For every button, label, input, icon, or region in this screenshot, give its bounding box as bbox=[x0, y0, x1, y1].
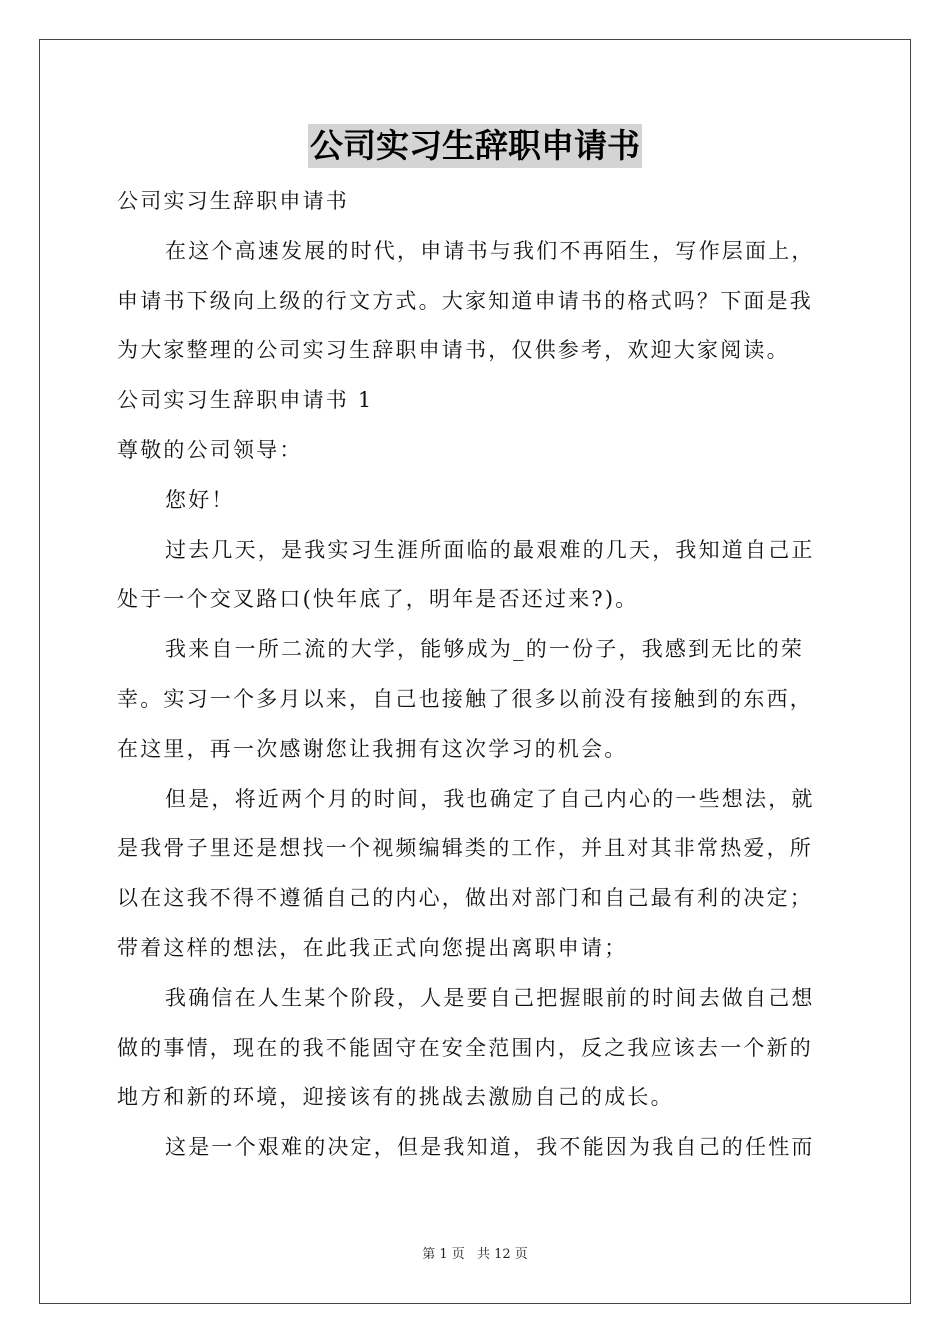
body-line: 您好！ bbox=[165, 487, 235, 512]
body-line: 我确信在人生某个阶段，人是要自己把握眼前的时间去做自己想 bbox=[165, 985, 815, 1010]
body-line: 是我骨子里还是想找一个视频编辑类的工作，并且对其非常热爱，所 bbox=[117, 836, 813, 861]
body-line: 我来自一所二流的大学，能够成为_的一份子，我感到无比的荣 bbox=[165, 637, 805, 662]
body-line: 幸。实习一个多月以来，自己也接触了很多以前没有接触到的东西， bbox=[117, 686, 813, 711]
page-total: 共 12 页 bbox=[476, 1247, 528, 1262]
body-line: 带着这样的想法，在此我正式向您提出离职申请； bbox=[117, 935, 628, 960]
page-footer bbox=[0, 1243, 950, 1262]
page-number: 第 1 页 bbox=[422, 1247, 465, 1262]
body-line: 处于一个交叉路口(快年底了，明年是否还过来?)。 bbox=[117, 587, 639, 612]
body-line: 但是，将近两个月的时间，我也确定了自己内心的一些想法，就 bbox=[165, 786, 815, 811]
body-line: 过去几天，是我实习生涯所面临的最艰难的几天，我知道自己正 bbox=[165, 537, 815, 562]
body-line: 尊敬的公司领导： bbox=[117, 437, 303, 462]
body-line: 公司实习生辞职申请书 bbox=[117, 189, 349, 213]
body-line: 在这里，再一次感谢您让我拥有这次学习的机会。 bbox=[117, 736, 628, 761]
body-line: 做的事情，现在的我不能固守在安全范围内，反之我应该去一个新的 bbox=[117, 1035, 813, 1060]
title-container bbox=[0, 124, 950, 168]
body-line: 申请书下级向上级的行文方式。大家知道申请书的格式吗？下面是我 bbox=[117, 288, 813, 313]
body-line: 公司实习生辞职申请书 1 bbox=[117, 388, 374, 413]
body-line: 这是一个艰难的决定，但是我知道，我不能因为我自己的任性而 bbox=[165, 1135, 815, 1160]
body-line: 地方和新的环境，迎接该有的挑战去激励自己的成长。 bbox=[117, 1085, 674, 1110]
body-line: 为大家整理的公司实习生辞职申请书，仅供参考，欢迎大家阅读。 bbox=[117, 338, 790, 363]
body-line: 在这个高速发展的时代，申请书与我们不再陌生，写作层面上， bbox=[165, 238, 815, 263]
body-line: 以在这我不得不遵循自己的内心，做出对部门和自己最有利的决定； bbox=[117, 886, 813, 911]
document-title: 公司实习生辞职申请书 bbox=[308, 124, 642, 168]
document-body bbox=[117, 177, 833, 1173]
